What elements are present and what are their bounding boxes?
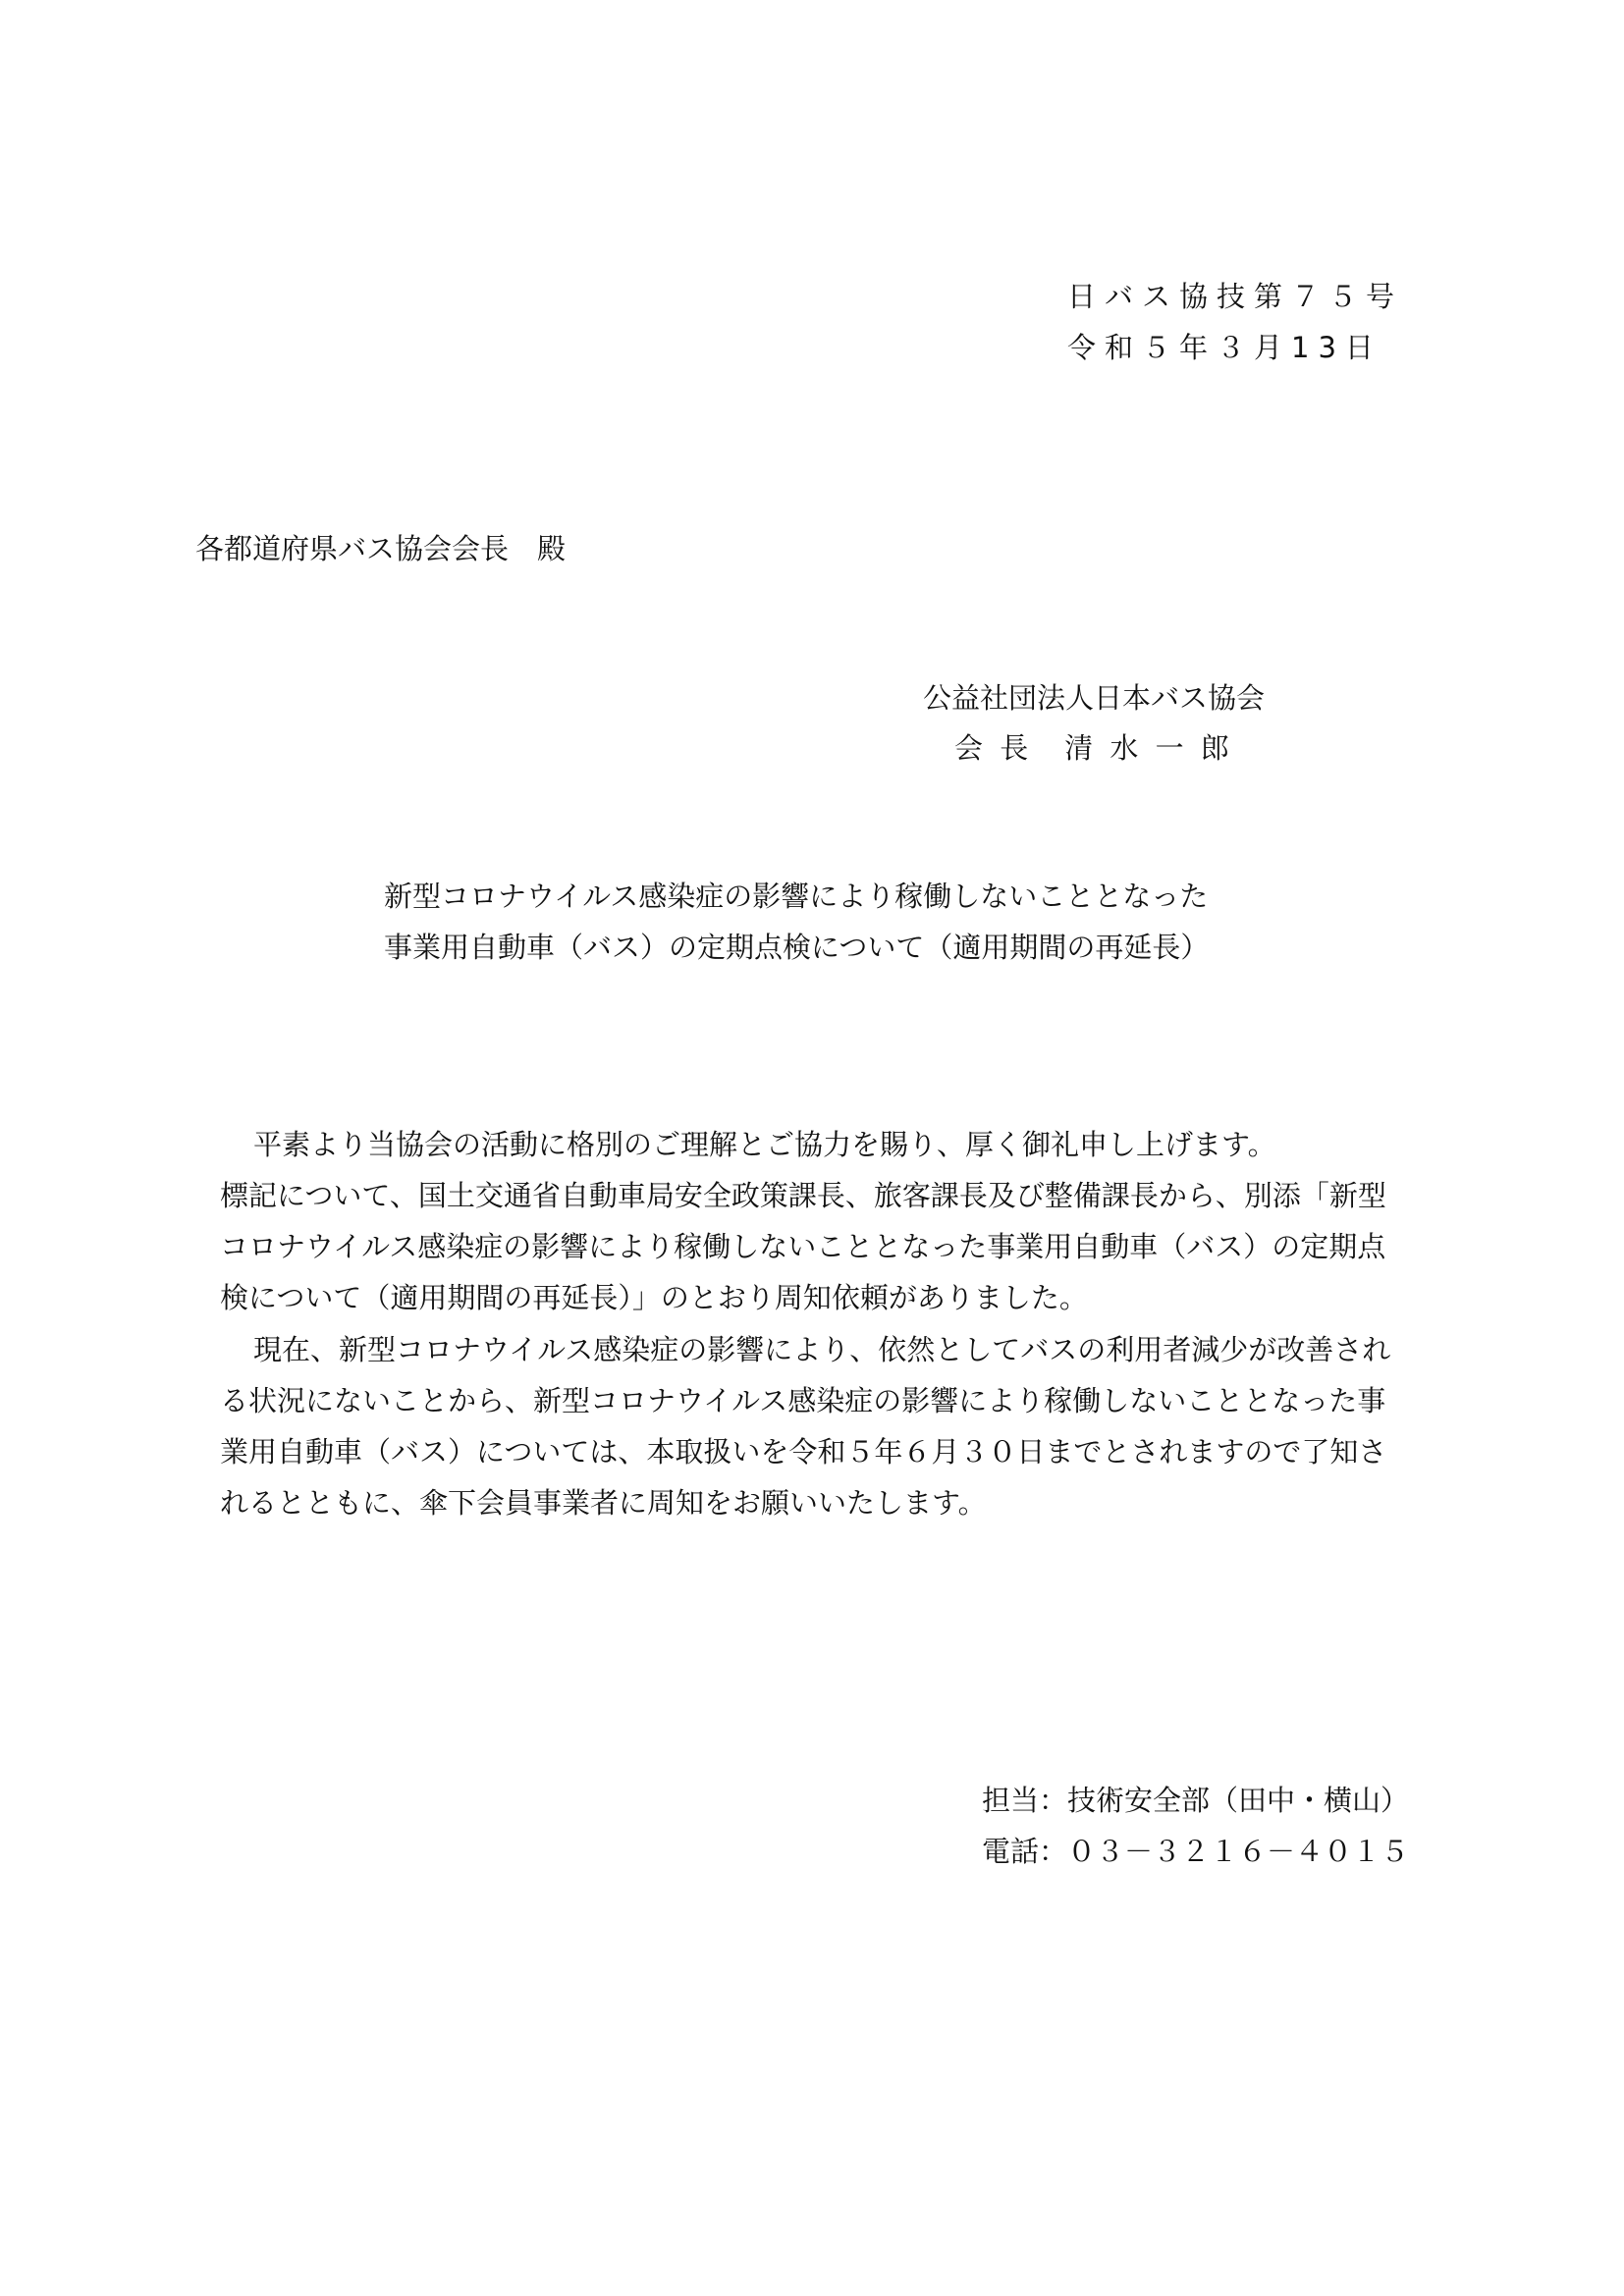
sender-organization: 公益社団法人日本バス協会	[923, 681, 1266, 715]
contact-person: 担当：技術安全部（田中・横山）	[982, 1784, 1410, 1817]
body-line: 平素より当協会の活動に格別のご理解とご協力を賜り、厚く御礼申し上げます。	[253, 1128, 1276, 1161]
body-line: 現在、新型コロナウイルス感染症の影響により、依然としてバスの利用者減少が改善され	[253, 1333, 1391, 1366]
body-line: 業用自動車（バス）については、本取扱いを令和５年６月３０日までとされますので了知さ	[220, 1435, 1387, 1468]
body-line: る状況にないことから、新型コロナウイルス感染症の影響により稼働しないこととなった事	[220, 1384, 1386, 1417]
sender-person: 会 長 清 水 一 郎	[954, 731, 1233, 765]
body-line: コロナウイルス感染症の影響により稼働しないこととなった事業用自動車（バス）の定期点	[220, 1230, 1386, 1263]
body-line: 検について（適用期間の再延長）」のとおり周知依頼がありました。	[220, 1281, 1088, 1314]
subject-line-1: 新型コロナウイルス感染症の影響により稼働しないこととなった	[384, 880, 1209, 913]
document-number: 日バス協技第７５号	[1067, 280, 1404, 313]
contact-phone: 電話：０３－３２１６－４０１５	[982, 1835, 1410, 1868]
document-date: 令和５年３月13日	[1067, 331, 1382, 364]
body-line: 標記について、国土交通省自動車局安全政策課長、旅客課長及び整備課長から、別添「新型	[220, 1179, 1386, 1212]
body-line: れるとともに、傘下会員事業者に周知をお願いいたします。	[220, 1486, 987, 1520]
addressee: 各都道府県バス協会会長 殿	[195, 532, 567, 565]
subject-line-2: 事業用自動車（バス）の定期点検について（適用期間の再延長）	[384, 931, 1210, 964]
